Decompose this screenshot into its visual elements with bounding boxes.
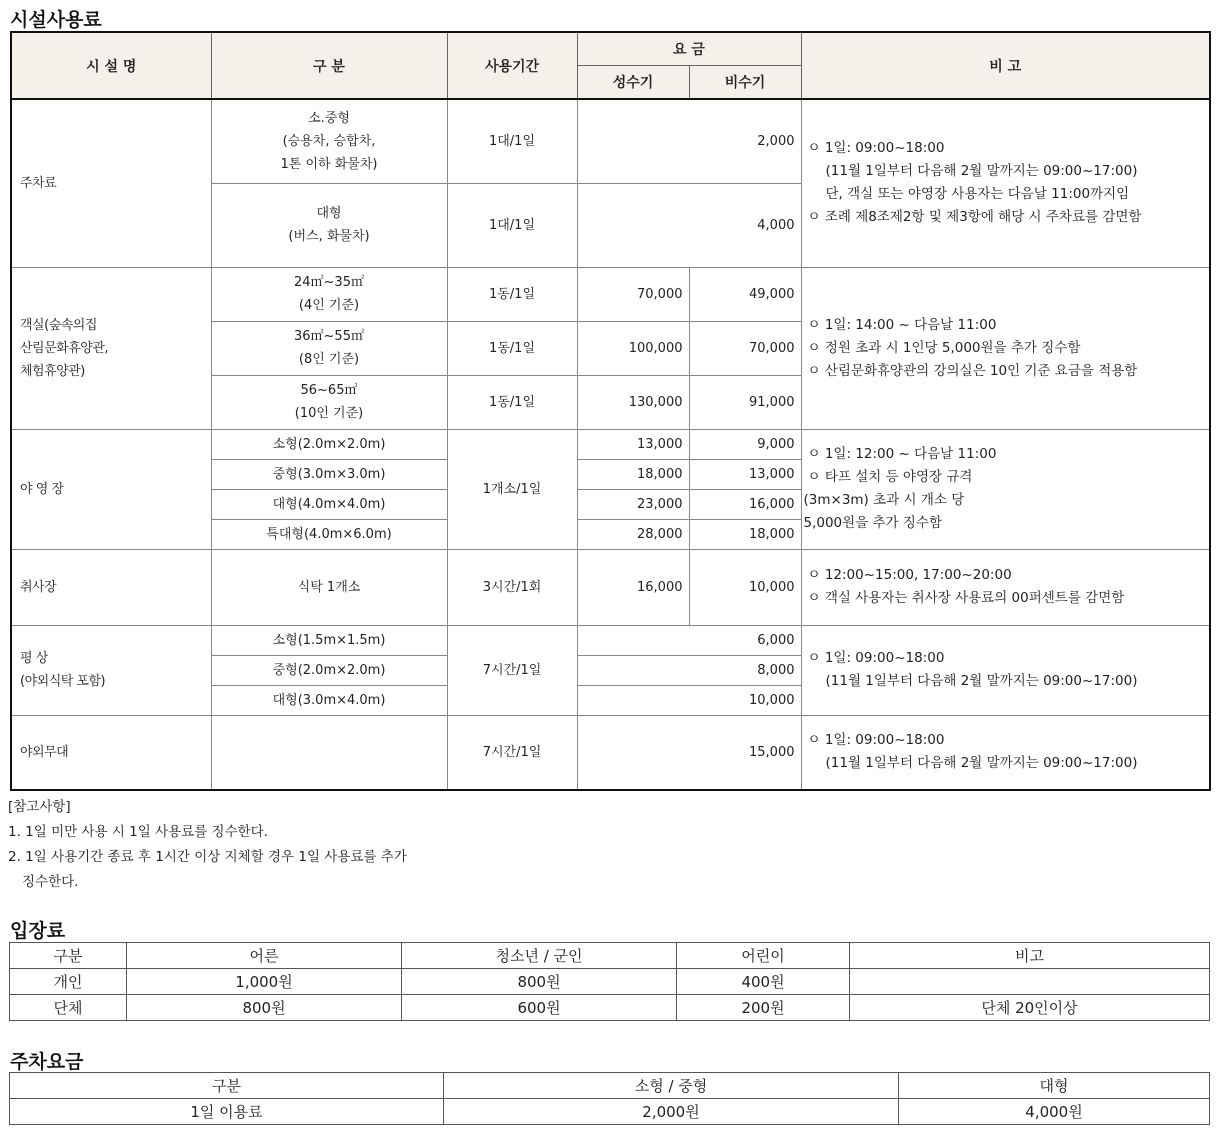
table-row (10, 1073, 1210, 1099)
facility-name: 야외무대 (11, 715, 211, 790)
note-line: 단, 객실 또는 야영장 사용자는 다음날 11:00까지임 (825, 186, 1130, 203)
fee-cell: 8,000 (577, 655, 801, 685)
category-line: 56~65㎡ (300, 383, 358, 398)
facility-fee-table (10, 31, 1211, 791)
period-cell: 1동/1일 (447, 321, 577, 375)
table-cell: 800원 (402, 969, 677, 995)
facility-name: 주차료 (11, 99, 211, 267)
parking-fee-title: 주차요금 (10, 1051, 84, 1073)
admission-title: 입장료 (10, 920, 66, 942)
table-row (10, 995, 1210, 1021)
note-line: (11월 1일부터 다음해 2월 말까지는 09:00~17:00) (825, 163, 1138, 180)
note-cell (801, 625, 1210, 715)
header-cell: 소형 / 중형 (444, 1073, 899, 1099)
peak-fee-cell: 70,000 (577, 267, 689, 321)
fee-cell: 6,000 (577, 625, 801, 655)
period-cell: 1동/1일 (447, 375, 577, 429)
category-cell: 대형(3.0m×4.0m) (211, 685, 447, 715)
period-cell: 7시간/1일 (447, 715, 577, 790)
category-cell: 소형(2.0m×2.0m) (211, 429, 447, 459)
category-cell: 대형(4.0m×4.0m) (211, 489, 447, 519)
peak-fee-cell: 18,000 (577, 459, 689, 489)
table-row (10, 969, 1210, 995)
note-line: ㅇ 1일: 12:00 ~ 다음날 11:00 (807, 446, 997, 462)
header-name: 시 설 명 (11, 32, 211, 99)
header-cell: 구분 (10, 943, 127, 969)
category-cell: 식탁 1개소 (211, 549, 447, 625)
table-cell: 2,000원 (444, 1099, 899, 1125)
period-cell: 1개소/1일 (447, 429, 577, 549)
table-cell: 1,000원 (127, 969, 402, 995)
table-row (11, 715, 1210, 790)
table-row (10, 943, 1210, 969)
fee-cell: 10,000 (577, 685, 801, 715)
header-peak: 성수기 (577, 66, 689, 100)
facility-name-line: 체험휴양관) (20, 363, 85, 379)
off-fee-cell: 70,000 (689, 321, 801, 375)
table-cell: 4,000원 (899, 1099, 1210, 1125)
category-cell: 특대형(4.0m×6.0m) (211, 519, 447, 549)
reference-line: 1. 1일 미만 사용 시 1일 사용료를 징수한다. (8, 824, 269, 840)
category-cell (211, 183, 447, 267)
note-line: ㅇ 1일: 09:00~18:00 (807, 140, 945, 157)
period-cell: 1동/1일 (447, 267, 577, 321)
period-cell: 1대/1일 (447, 99, 577, 183)
category-line: 소.중형 (308, 110, 350, 126)
table-cell: 200원 (677, 995, 850, 1021)
table-cell: 1일 이용료 (10, 1099, 444, 1125)
header-fee: 요 금 (577, 32, 801, 66)
header-note: 비 고 (801, 32, 1210, 99)
category-cell (211, 715, 447, 790)
category-line: 36㎡~55㎡ (294, 329, 364, 344)
category-line: 대형 (316, 206, 342, 221)
header-cell: 어른 (127, 943, 402, 969)
period-cell: 3시간/1회 (447, 549, 577, 625)
facility-name-line: 객실(숲속의집 (20, 317, 97, 333)
header-period: 사용기간 (447, 32, 577, 99)
note-line: ㅇ 1일: 09:00~18:00 (807, 732, 945, 749)
category-cell: 중형(2.0m×2.0m) (211, 655, 447, 685)
table-cell (850, 969, 1210, 995)
category-cell: 중형(3.0m×3.0m) (211, 459, 447, 489)
note-cell (801, 267, 1210, 429)
note-cell (801, 715, 1210, 790)
table-row (10, 1099, 1210, 1125)
off-fee-cell: 13,000 (689, 459, 801, 489)
facility-name: 야 영 장 (11, 429, 211, 549)
note-line: ㅇ 산림문화휴양관의 강의실은 10인 기준 요금을 적용함 (807, 362, 1138, 379)
header-cell: 비고 (850, 943, 1210, 969)
fee-cell: 4,000 (577, 183, 801, 267)
note-cell (801, 429, 1210, 549)
table-cell: 800원 (127, 995, 402, 1021)
reference-line: 징수한다. (22, 874, 79, 890)
parking-fee-table (9, 1072, 1210, 1125)
off-fee-cell: 10,000 (689, 549, 801, 625)
note-line: ㅇ 조례 제8조제2항 및 제3항에 해당 시 주차료를 감면함 (807, 209, 1142, 226)
header-off: 비수기 (689, 66, 801, 100)
table-row (11, 267, 1210, 321)
off-fee-cell: 16,000 (689, 489, 801, 519)
reference-title: [참고사항] (8, 799, 71, 815)
category-line: (8인 기준) (298, 352, 360, 367)
header-cell: 청소년 / 군인 (402, 943, 677, 969)
category-cell (211, 267, 447, 321)
facility-title: 시설사용료 (10, 9, 102, 31)
category-line: (버스, 화물차) (288, 229, 370, 244)
table-row (11, 99, 1210, 183)
category-cell: 소형(1.5m×1.5m) (211, 625, 447, 655)
peak-fee-cell: 16,000 (577, 549, 689, 625)
table-cell: 단체 (10, 995, 127, 1021)
period-cell: 1대/1일 (447, 183, 577, 267)
category-line: (4인 기준) (298, 298, 360, 313)
off-fee-cell: 49,000 (689, 267, 801, 321)
category-cell (211, 321, 447, 375)
table-cell: 400원 (677, 969, 850, 995)
note-line: 5,000원을 추가 징수함 (803, 515, 943, 531)
facility-name-line: 평 상 (20, 651, 48, 666)
fee-cell: 2,000 (577, 99, 801, 183)
table-cell: 600원 (402, 995, 677, 1021)
note-line: ㅇ 객실 사용자는 취사장 사용료의 00퍼센트를 감면함 (807, 590, 1125, 606)
category-line: (10인 기준) (294, 406, 364, 421)
facility-name-line: (야외식탁 포함) (20, 674, 106, 689)
peak-fee-cell: 130,000 (577, 375, 689, 429)
table-row (11, 625, 1210, 655)
category-line: (승용차, 승합차, (282, 133, 376, 149)
peak-fee-cell: 13,000 (577, 429, 689, 459)
reference-notes (8, 795, 407, 895)
category-cell (211, 375, 447, 429)
peak-fee-cell: 23,000 (577, 489, 689, 519)
admission-table (9, 942, 1210, 1021)
header-category: 구 분 (211, 32, 447, 99)
note-line: ㅇ 타프 설치 등 야영장 규격 (807, 469, 973, 485)
header-cell: 어린이 (677, 943, 850, 969)
fee-cell: 15,000 (577, 715, 801, 790)
facility-name (11, 267, 211, 429)
note-line: ㅇ 12:00~15:00, 17:00~20:00 (807, 567, 1012, 583)
note-cell (801, 549, 1210, 625)
off-fee-cell: 9,000 (689, 429, 801, 459)
table-cell: 개인 (10, 969, 127, 995)
facility-name (11, 625, 211, 715)
category-cell (211, 99, 447, 183)
category-line: 24㎡~35㎡ (294, 275, 364, 290)
period-cell: 7시간/1일 (447, 625, 577, 715)
note-cell (801, 99, 1210, 267)
peak-fee-cell: 28,000 (577, 519, 689, 549)
header-cell: 대형 (899, 1073, 1210, 1099)
table-row (11, 429, 1210, 459)
table-row (11, 549, 1210, 625)
peak-fee-cell: 100,000 (577, 321, 689, 375)
category-line: 1톤 이하 화물차) (280, 156, 378, 172)
note-line: (11월 1일부터 다음해 2월 말까지는 09:00~17:00) (825, 755, 1138, 772)
note-line: (11월 1일부터 다음해 2월 말까지는 09:00~17:00) (825, 673, 1138, 689)
facility-name: 취사장 (11, 549, 211, 625)
off-fee-cell: 91,000 (689, 375, 801, 429)
table-cell: 단체 20인이상 (850, 995, 1210, 1021)
note-line: (3m×3m) 초과 시 개소 당 (803, 492, 965, 508)
off-fee-cell: 18,000 (689, 519, 801, 549)
header-cell: 구분 (10, 1073, 444, 1099)
note-line: ㅇ 1일: 09:00~18:00 (807, 650, 945, 666)
note-line: ㅇ 1일: 14:00 ~ 다음날 11:00 (807, 316, 997, 333)
facility-name-line: 산림문화휴양관, (20, 340, 109, 356)
reference-line: 2. 1일 사용기간 종료 후 1시간 이상 지체할 경우 1일 사용료를 추가 (8, 849, 407, 865)
note-line: ㅇ 정원 초과 시 1인당 5,000원을 추가 징수함 (807, 339, 1081, 356)
